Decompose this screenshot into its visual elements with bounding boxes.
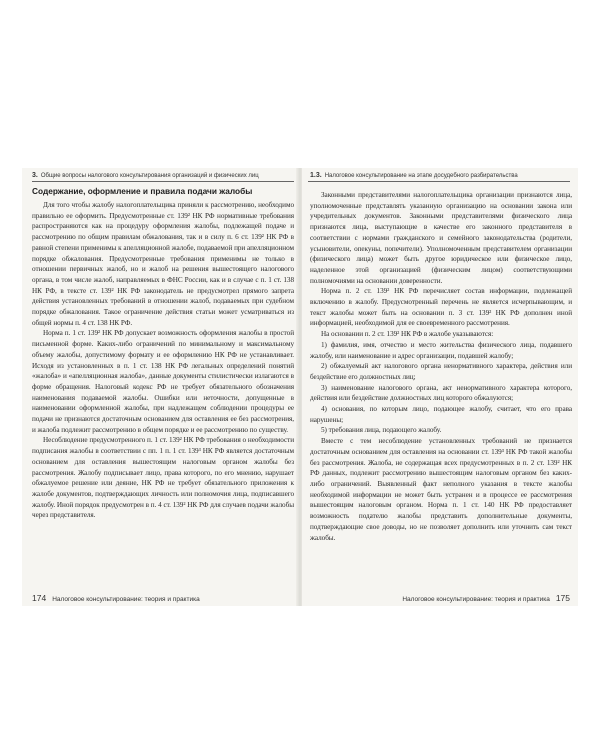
section-title: Содержание, оформление и правила подачи жалобы [32, 186, 253, 196]
running-head [32, 172, 259, 179]
right-page [302, 168, 578, 606]
footer-title: Налоговое консультирование: теория и практика [402, 596, 550, 603]
running-head-number: 1.3. [310, 172, 322, 179]
paragraph: Вместе с тем несоблюдение установленных требований не признается достаточным основанием для оставления на основании ст. 139³ НК РФ такой жалобы без рассмотрения. Жалоба, не содержащая всех предусмотренных в п. 2 ст. 139² НК РФ данных, подлежит рассмотрению вышестоящим налоговым органом без каких-либо ограничений. Выявленный факт неполного указания в тексте жалобы необходимой информации не может быть устранен и в процессе ее рассмотрения вышестоящим налоговым органом. Норма п. 1 ст. 140 НК РФ предоставляет возможность подателю жалобы представить дополнительные документы, подтверждающие свое доводы, но не позволяет дополнить или уточнить сам текст жалобы. [310, 437, 572, 542]
list-item: 2) обжалуемый акт налогового органа ненормативного характера, действия или бездействие его должностных лиц; [310, 362, 572, 381]
page-number: 174 [32, 593, 47, 603]
list-item: 5) требования лица, подающего жалобу. [321, 426, 442, 435]
footer-title: Налоговое консультирование: теория и практика [52, 596, 200, 603]
paragraph: Законными представителями налогоплательщика организации признаются лица, уполномоченные представлять указанную организацию на основании закона или учредительных документов. Законными представителями физического лица признаются лица, выступающие в качестве его законного представителя в соответствии с нормами гражданского и семейного законодательства (родители, усыновители, опекуны, попечители). Уполномоченным представителем организации (физического лица) может быть другое юридическое или физическое лицо, наделенное этой организацией (физическим лицом) соответствующими полномочиями на основании доверенности. [310, 191, 572, 285]
header-rule [32, 181, 294, 182]
body-text [310, 190, 572, 543]
list-item: 4) основания, по которым лицо, подающее жалобу, считает, что его права нарушены; [310, 405, 572, 424]
paragraph: На основании п. 2 ст. 139² НК РФ в жалобе указываются: [321, 330, 494, 339]
list-item: 1) фамилия, имя, отчество и место жительства физического лица, подавшего жалобу, или наименование и адрес организации, подавшей жалобу; [310, 340, 572, 360]
left-page [22, 168, 298, 606]
running-head [310, 172, 518, 179]
paragraph: Норма п. 1 ст. 139² НК РФ допускает возможность оформления жалобы в простой письменной форме. Каких-либо ограничений по минимальному и максимальному объему жалобы, допустимому формату и ее оформлению НК РФ не устанавливает. Исходя из установленных в п. 1 ст. 138 НК РФ легальных определений понятий «жалоба» и «апелляционная жалоба», данные документы стилистически излагаются в форме обращения. Налоговый кодекс РФ не требует обязательного обозначения наименования подаваемой жалобы. Ошибки или неточности, допущенные в наименовании оформленной жалобы, при надлежащем соблюдении процедуры ее подачи не признаются достаточным основанием для оставления ее без рассмотрения, и жалоба подлежит рассмотрению в общем порядке и ее рассмотрению по существу. [32, 329, 294, 434]
page-number: 175 [555, 593, 570, 603]
page-footer [32, 588, 200, 606]
paragraph: Норма п. 2 ст. 139² НК РФ перечисляет состав информации, подлежащей включению в жалобу. Предусмотренный перечень не является исчерпывающим, и текст жалобы может быть на основании п. 3 ст. 139² НК РФ дополнен иной информацией, необходимой для ее своевременного рассмотрения. [310, 287, 572, 328]
list-item: 3) наименование налогового органа, акт ненормативного характера которого, действия или бездействие должностных лиц которого обжалуются; [310, 383, 572, 403]
header-rule [308, 181, 570, 182]
running-head-number: 3. [32, 172, 38, 179]
body-text [32, 200, 294, 521]
paragraph: Несоблюдение предусмотренного п. 1 ст. 139² НК РФ требования о необходимости подписания жалобы в соответствии с пп. 1 п. 1 ст. 139³ НК РФ является достаточным основанием для оставления вышестоящим налоговым органом жалобы без рассмотрения. Жалобу подписывает лицо, права которого, по его мнению, нарушает обжалуемое решение или деяние, НК РФ не требует обязательного приложения к жалобе документов, подтверждающих личность или полномочия лица, подписавшего жалобу. Иной порядок предусмотрен в п. 4 ст. 139² НК РФ для случаев подачи жалобы через представителя. [32, 436, 294, 520]
running-head-text: Налоговое консультирование на этапе досудебного разбирательства [324, 173, 518, 179]
book-spread [22, 168, 578, 606]
paragraph: Для того чтобы жалобу налогоплательщика приняли к рассмотрению, необходимо правильно ее оформить. Предусмотренные ст. 139² НК РФ нормативные требования распространяются как на процедуру оформления жалобы, подлежащей подаче и рассмотрению по общим правилам обжалования, так и в силу п. 6 ст. 139² НК РФ в равной степени применимы к апелляционной жалобе, подаваемой при апелляционном порядке обжалования. Предусмотренные требования применимы не только в отношении первичных жалоб, но и жалоб на решения вышестоящего налогового органа, в том числе жалоб, направляемых в ФНС России, как и в случае с п. 1 ст. 138 НК РФ, в тексте ст. 139² НК РФ законодатель не предусмотрел прямого запрета действия установленных требований в отношении жалоб, подаваемых при судебном порядке обжалования. Такое ограничение действия статьи может усматриваться из общей нормы п. 4 ст. 138 НК РФ. [32, 201, 294, 327]
page-footer [402, 588, 570, 606]
running-head-text: Общие вопросы налогового консультирования организаций и физических лиц [40, 173, 259, 179]
